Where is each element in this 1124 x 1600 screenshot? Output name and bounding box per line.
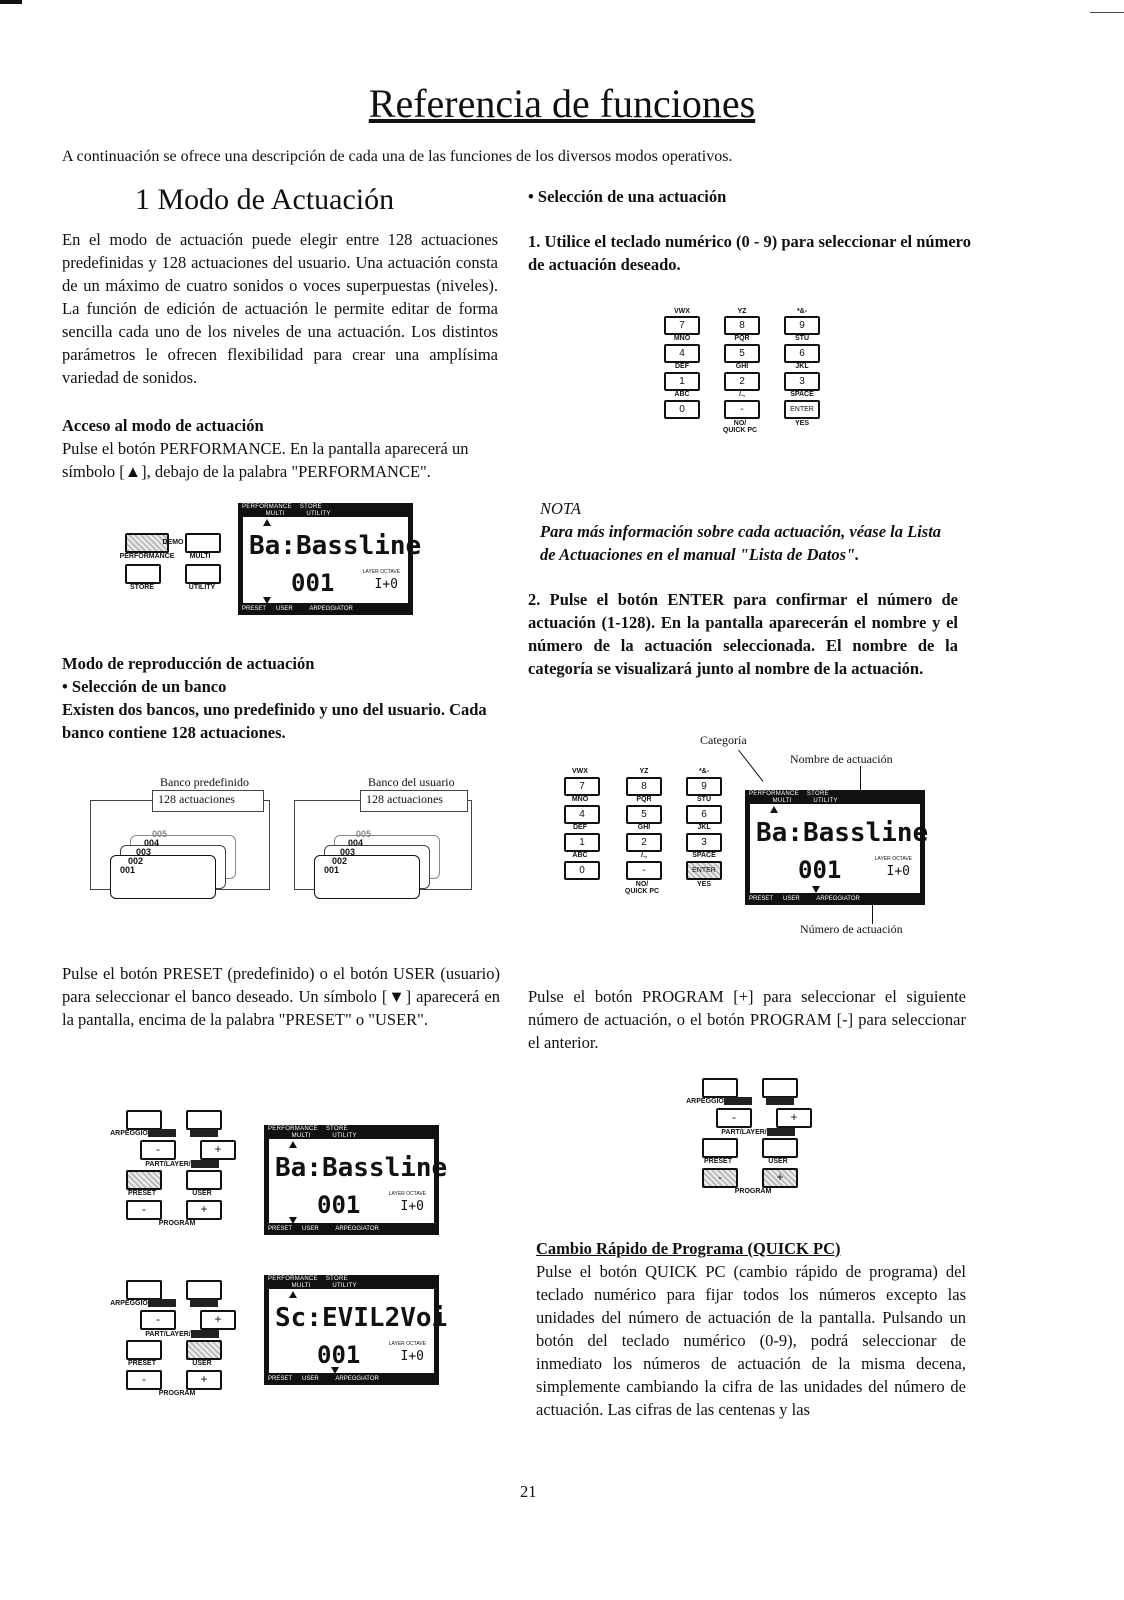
intro-text: A continuación se ofrece una descripción de cada una de las funciones de los diversos modos operativos. [62,148,733,165]
access-heading: Acceso al modo de actuación [62,416,264,435]
part-layer-label-text: PART/LAYER/ [145,1330,191,1338]
lcd-name: Sc:EVIL2Voi [275,1303,448,1333]
minus-label: - [732,1110,736,1124]
lcd-name: Ba:Bassline [756,818,929,848]
program-plus-button[interactable] [186,1200,222,1220]
lcd-top-labels [242,504,409,518]
bank-count: 128 actuaciones [366,792,443,806]
plus-label: + [214,1312,222,1326]
key-sublabel: YZ [737,308,747,315]
plus-button[interactable] [776,1108,812,1128]
lcd-bottom-user: USER [783,896,800,902]
multi-button[interactable] [185,533,221,553]
lcd-octave-value: I+0 [886,864,910,879]
access-text: Pulse el botón PERFORMANCE. En la pantalla aparecerá un símbolo [▲], debajo de la palabra "PERFORMANCE". [62,439,469,481]
minus-label: - [142,1372,146,1386]
lcd-indicator-down [331,1367,339,1374]
corner-mark [1090,12,1124,13]
lcd-name: Ba:Bassline [275,1153,448,1183]
user-button[interactable] [186,1170,222,1190]
key-sublabel: VWX [674,308,690,315]
bank-item: 003 [340,847,356,857]
key-sublabel: DEF [675,363,689,370]
lcd-indicator-down [812,886,820,893]
program-plus-button[interactable] [762,1168,798,1188]
minus-label: - [142,1202,146,1216]
minus-label: - [156,1312,160,1326]
arpeggio-indicator [148,1129,176,1137]
preset-bank-label: Banco predefinido [160,775,249,789]
key-4[interactable]: 4 [664,344,700,363]
user-button[interactable] [186,1340,222,1360]
part-layer-label [698,1128,818,1136]
callout-line [872,898,873,924]
lcd-octave-value: I+0 [400,1199,424,1214]
demo-label: DEMO [162,539,184,546]
lcd-top-utility: UTILITY [332,1283,357,1289]
number-callout: Número de actuación [800,922,903,936]
arpeggio-indicator [724,1097,752,1105]
lcd-bottom-labels [749,895,921,904]
lcd-display-4 [745,790,929,905]
quick-pc-heading: Cambio Rápido de Programa (QUICK PC) [536,1239,841,1258]
nota-text: Para más información sobre cada actuación, véase la Lista de Actuaciones en el manual "Lista de Datos". [540,522,942,564]
lcd-layer-octave: LAYER OCTAVE [388,1191,426,1197]
arpeggio-button[interactable] [126,1110,162,1130]
corner-mark [0,0,22,4]
plus-label: + [214,1142,222,1156]
page-title: Referencia de funciones [368,81,756,126]
lcd-bottom-arpeggiator: ARPEGGIATOR [816,896,860,902]
lcd-bottom-preset: PRESET [749,896,774,902]
preset-button[interactable] [126,1170,162,1190]
lcd-top-multi: MULTI [265,511,285,517]
part-layer-label-text: PART/LAYER/ [721,1128,767,1136]
bank-item: 002 [332,856,348,866]
lcd-bottom-labels [268,1225,435,1234]
quick-pc-label: NO/ QUICK PC [624,881,660,895]
key-1[interactable]: 1 [564,833,600,852]
plus-label: + [200,1202,208,1216]
lcd-bottom-preset: PRESET [242,606,267,612]
program-label: PROGRAM [158,1220,196,1227]
lcd-bottom-arpeggiator: ARPEGGIATOR [335,1376,379,1382]
plus-label: + [776,1170,784,1184]
octave-indicator [767,1128,795,1136]
key-minus-no[interactable]: - [626,861,662,880]
panel-diagram-program [688,1078,818,1198]
arpeggio-label-text: ARPEGGIO [110,1299,148,1307]
panel-diagram-bank-user [112,1280,242,1400]
key-8[interactable]: 8 [626,777,662,796]
lcd-bottom-preset: PRESET [268,1226,293,1232]
key-sublabel: PQR [734,335,750,342]
key-3[interactable]: 3 [686,833,722,852]
arpeggio-label-text: ARPEGGIO [110,1129,148,1137]
utility-label: UTILITY [188,584,216,591]
step-2: 2. Pulse el botón ENTER para confirmar el número de actuación (1-128). En la pantalla aparecerán el nombre y el número de la actuación seleccionada. El nombre de la categoría se visualizará junto al nombre de la actuación. [528,590,958,678]
key-0[interactable]: 0 [664,400,700,419]
lcd-indicator-up [289,1291,297,1298]
lcd-screen [243,517,422,603]
step-1: 1. Utilice el teclado numérico (0 - 9) para seleccionar el número de actuación deseado. [528,232,971,274]
bank-select-heading: • Selección de un banco [62,677,227,696]
octave-indicator [191,1330,219,1338]
key-sublabel: /., [739,391,745,398]
lcd-bottom-arpeggiator: ARPEGGIATOR [335,1226,379,1232]
part-layer-label [122,1330,242,1338]
nota-label: NOTA [540,499,581,518]
lcd-indicator-down [263,597,271,604]
lcd-indicator-up [289,1141,297,1148]
lcd-layer-octave: LAYER OCTAVE [874,856,912,862]
program-text: Pulse el botón PROGRAM [+] para seleccionar el siguiente número de actuación, o el botón PROGRAM [-] para seleccionar el anterior. [528,987,966,1052]
multi-label: MULTI [189,553,211,560]
key-2[interactable]: 2 [724,372,760,391]
key-sublabel: MNO [673,335,691,342]
lcd-octave-value: I+0 [400,1349,424,1364]
key-minus-no[interactable]: - [724,400,760,419]
user-label: USER [192,1190,212,1197]
playback-heading: Modo de reproducción de actuación [62,654,315,673]
yes-label: YES [794,420,809,427]
layer-indicator [766,1097,794,1105]
lcd-top-utility: UTILITY [332,1133,357,1139]
lcd-number: 001 [317,1341,361,1369]
lcd-top-labels [749,791,921,805]
part-layer-button[interactable] [186,1110,222,1130]
program-minus-button[interactable] [126,1370,162,1390]
quick-pc-label: NO/ QUICK PC [722,420,758,434]
key-5[interactable]: 5 [724,344,760,363]
key-sublabel: JKL [795,363,809,370]
lcd-bottom-labels [242,605,409,614]
lcd-layer-octave: LAYER OCTAVE [362,569,400,575]
panel-diagram-performance [120,530,240,605]
performance-label: PERFORMANCE [119,553,175,560]
arpeggio-label [108,1129,178,1137]
lcd-top-store: STORE [325,1276,348,1282]
key-sublabel: JKL [697,824,711,831]
key-enter-yes[interactable]: ENTER [784,400,820,419]
user-button[interactable] [762,1138,798,1158]
lcd-indicator-down [289,1217,297,1224]
panel-diagram-bank-preset [112,1110,242,1230]
key-sublabel: STU [795,335,809,342]
numeric-keypad [660,308,820,458]
lcd-top-multi: MULTI [291,1133,311,1139]
arpeggio-label [108,1299,178,1307]
section-title: 1 Modo de Actuación [135,183,395,216]
key-sublabel: MNO [571,796,589,803]
lcd-top-performance: PERFORMANCE [268,1126,318,1132]
plus-button[interactable] [200,1310,236,1330]
page-number: 21 [520,1482,537,1501]
key-sublabel: STU [697,796,711,803]
lcd-bottom-user: USER [302,1376,319,1382]
store-label: STORE [130,584,154,591]
minus-label: - [156,1142,160,1156]
part-layer-label-text: PART/LAYER/ [145,1160,191,1168]
lcd-display-3 [264,1275,448,1385]
lcd-top-labels [268,1126,435,1140]
arpeggio-button[interactable] [702,1078,738,1098]
callout-line [738,750,763,782]
user-label: USER [768,1158,788,1165]
bank-description: Existen dos bancos, uno predefinido y uno del usuario. Cada banco contiene 128 actuaciones. [62,700,487,742]
bank-item: 004 [144,838,160,848]
category-callout: Categoría [700,733,747,747]
user-bank-diagram [294,790,474,890]
lcd-top-store: STORE [325,1126,348,1132]
yes-label: YES [696,881,711,888]
minus-label: - [718,1170,722,1184]
numeric-keypad-2 [560,768,740,928]
key-sublabel: *&- [796,308,808,315]
plus-button[interactable] [200,1140,236,1160]
lcd-screen [750,804,929,893]
bank-item: 001 [324,865,340,875]
key-sublabel: GHI [637,824,651,831]
lcd-bottom-user: USER [302,1226,319,1232]
bank-item: 002 [128,856,144,866]
lcd-top-multi: MULTI [772,798,792,804]
key-5[interactable]: 5 [626,805,662,824]
mode-description: En el modo de actuación puede elegir entre 128 actuaciones predefinidas y 128 actuaciones del usuario. Una actuación consta de un máximo de cuatro sonidos o voces superpuestas (niveles). La función de edición de actuación le permite editar de forma sencilla cada uno de los niveles de una actuación. Los distintos parámetros le ofrecen flexibilidad para crear una amplísima variedad de sonidos. [62,230,498,387]
part-layer-button[interactable] [762,1078,798,1098]
key-sublabel: VWX [572,768,588,775]
key-9[interactable]: 9 [686,777,722,796]
lcd-top-store: STORE [806,791,829,797]
arpeggio-indicator [148,1299,176,1307]
lcd-bottom-arpeggiator: ARPEGGIATOR [309,606,353,612]
key-sublabel: SPACE [790,391,814,398]
key-sublabel: /., [641,852,647,859]
minus-button[interactable] [140,1140,176,1160]
layer-indicator [190,1129,218,1137]
lcd-top-labels [268,1276,435,1290]
lcd-layer-octave: LAYER OCTAVE [388,1341,426,1347]
key-7[interactable]: 7 [564,777,600,796]
program-label: PROGRAM [158,1390,196,1397]
key-8[interactable]: 8 [724,316,760,335]
lcd-display-2 [264,1125,448,1235]
bank-item: 004 [348,838,364,848]
lcd-top-utility: UTILITY [813,798,838,804]
plus-label: + [200,1372,208,1386]
lcd-top-performance: PERFORMANCE [242,504,292,510]
lcd-indicator-up [770,806,778,813]
select-heading: • Selección de una actuación [528,187,727,206]
key-2[interactable]: 2 [626,833,662,852]
key-sublabel: DEF [573,824,587,831]
quick-pc-text: Pulse el botón QUICK PC (cambio rápido de programa) del teclado numérico para fijar todos los números excepto las unidades del número de actuación de la pantalla. Pulsando un botón del teclado numérico (0-9), podrá seleccionar de inmediato los números de actuación de la misma decena, simplemente cambiando la cifra de las unidades del número de actuación. Las cifras de las centenas y las [536,1262,966,1419]
key-sublabel: ABC [572,852,588,859]
bank-item: 005 [356,829,372,839]
bank-count: 128 actuaciones [158,792,235,806]
octave-indicator [191,1160,219,1168]
lcd-number: 001 [317,1191,361,1219]
key-sublabel: PQR [636,796,652,803]
bank-item: 001 [120,865,136,875]
lcd-top-store: STORE [299,504,322,510]
bank-item: 003 [136,847,152,857]
name-callout: Nombre de actuación [790,752,893,766]
key-4[interactable]: 4 [564,805,600,824]
program-minus-button[interactable] [126,1200,162,1220]
program-minus-button[interactable] [702,1168,738,1188]
key-sublabel: ABC [674,391,690,398]
preset-label: PRESET [127,1360,156,1367]
lcd-number: 001 [291,569,335,597]
key-sublabel: *&- [698,768,710,775]
key-sublabel: GHI [735,363,749,370]
lcd-screen [269,1289,448,1373]
arpeggio-button[interactable] [126,1280,162,1300]
arpeggio-label-text: ARPEGGIO [686,1097,724,1105]
lcd-display-1 [238,503,422,615]
lcd-top-utility: UTILITY [306,511,331,517]
lcd-number: 001 [798,856,842,884]
preset-label: PRESET [127,1190,156,1197]
lcd-top-performance: PERFORMANCE [268,1276,318,1282]
lcd-octave-value: I+0 [374,577,398,592]
preset-bank-diagram [90,790,270,890]
user-bank-label: Banco del usuario [368,775,455,789]
utility-button[interactable] [185,564,221,584]
key-sublabel: YZ [639,768,649,775]
store-button[interactable] [125,564,161,584]
key-6[interactable]: 6 [784,344,820,363]
arpeggio-label [684,1097,754,1105]
key-7[interactable]: 7 [664,316,700,335]
plus-label: + [790,1110,798,1124]
user-label: USER [192,1360,212,1367]
layer-indicator [190,1299,218,1307]
lcd-bottom-preset: PRESET [268,1376,293,1382]
key-6[interactable]: 6 [686,805,722,824]
preset-button[interactable] [126,1340,162,1360]
lcd-top-performance: PERFORMANCE [749,791,799,797]
bank-item: 005 [152,829,168,839]
preset-button[interactable] [702,1138,738,1158]
key-9[interactable]: 9 [784,316,820,335]
lcd-bottom-labels [268,1375,435,1384]
preset-user-text: Pulse el botón PRESET (predefinido) o el botón USER (usuario) para seleccionar el banco deseado. Un símbolo [▼] aparecerá en la pantalla, encima de la palabra "PRESET" o "USER". [62,964,500,1029]
preset-label: PRESET [703,1158,732,1165]
program-label: PROGRAM [734,1188,772,1195]
part-layer-button[interactable] [186,1280,222,1300]
lcd-name: Ba:Bassline [249,531,422,561]
key-enter-yes[interactable]: ENTER [686,861,722,880]
key-0[interactable]: 0 [564,861,600,880]
lcd-bottom-user: USER [276,606,293,612]
lcd-top-multi: MULTI [291,1283,311,1289]
program-plus-button[interactable] [186,1370,222,1390]
part-layer-label [122,1160,242,1168]
key-3[interactable]: 3 [784,372,820,391]
key-1[interactable]: 1 [664,372,700,391]
key-sublabel: SPACE [692,852,716,859]
minus-button[interactable] [140,1310,176,1330]
lcd-screen [269,1139,448,1223]
minus-button[interactable] [716,1108,752,1128]
lcd-indicator-up [263,519,271,526]
